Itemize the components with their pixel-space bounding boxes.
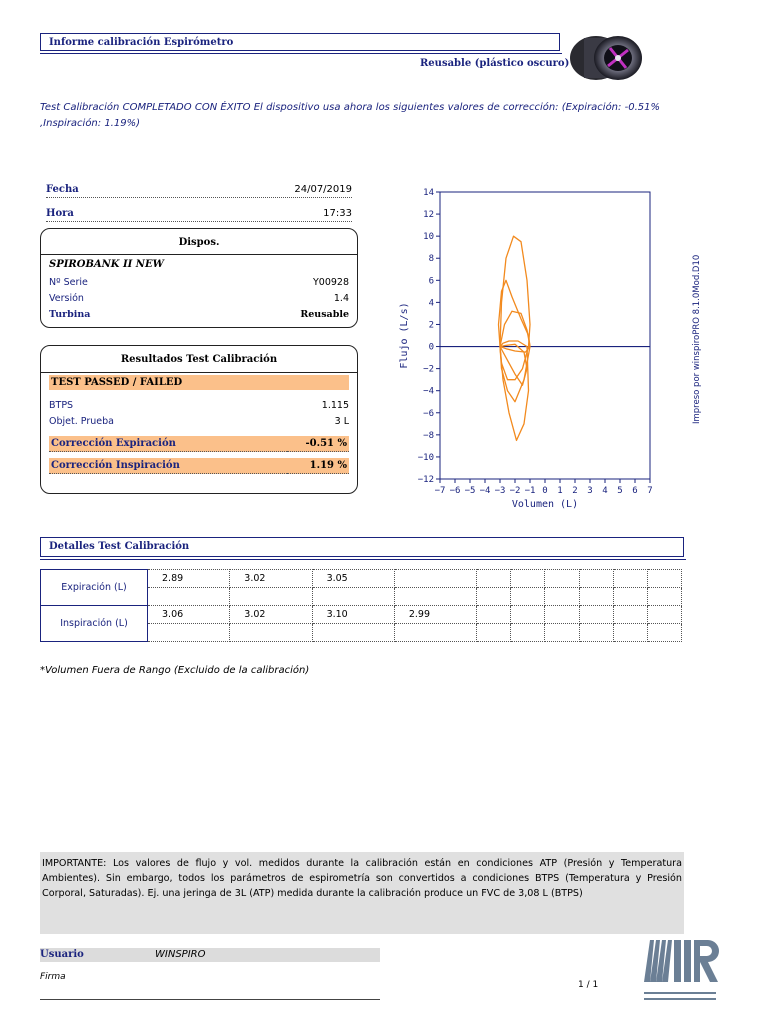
time-label: Hora — [46, 208, 74, 219]
x-tick-label: 0 — [542, 486, 548, 496]
flow-volume-chart — [395, 182, 665, 517]
device-model: SPIROBANK II NEW — [49, 259, 164, 270]
btps-value: 1.115 — [321, 400, 349, 411]
table-cell — [545, 570, 579, 588]
table-cell: 3.05 — [312, 570, 394, 588]
y-tick-label: 6 — [428, 276, 434, 287]
table-cell — [477, 606, 511, 624]
turbine-value: Reusable — [300, 309, 349, 320]
calibration-message: Test Calibración COMPLETADO CON ÉXITO El dispositivo usa ahora los siguientes valores de corrección: (Expiración: -0.51% ,Inspiración: 1.19%) — [40, 102, 660, 129]
x-tick-label: −5 — [464, 486, 476, 496]
table-cell — [579, 606, 613, 624]
turbine-row — [49, 307, 349, 323]
table-cell — [511, 588, 545, 606]
version-value: 1.4 — [333, 293, 349, 304]
table-row-label: Inspiración (L) — [41, 606, 148, 642]
y-tick-label: −4 — [423, 386, 434, 397]
table-cell — [545, 624, 579, 642]
page-number: 1 / 1 — [578, 980, 599, 990]
table-cell: 3.06 — [148, 606, 230, 624]
y-tick-label: 4 — [428, 298, 434, 309]
turbine-image — [566, 26, 646, 86]
table-cell — [511, 606, 545, 624]
date-value: 24/07/2019 — [294, 184, 352, 195]
y-tick-label: 2 — [428, 320, 434, 331]
table-cell: 3.02 — [230, 606, 312, 624]
table-cell — [394, 624, 476, 642]
version-label: Versión — [49, 293, 84, 304]
table-cell — [647, 624, 681, 642]
y-tick-label: −6 — [423, 408, 434, 419]
x-tick-label: 3 — [587, 486, 593, 496]
time-row — [46, 207, 352, 222]
results-panel — [40, 345, 358, 494]
serial-row — [49, 275, 349, 291]
details-underline — [40, 559, 686, 560]
mir-logo — [640, 938, 720, 1008]
device-panel — [40, 228, 358, 328]
target-row — [49, 414, 349, 430]
date-row — [46, 183, 352, 198]
date-time-block — [46, 183, 352, 222]
y-tick-label: 10 — [423, 232, 434, 243]
table-cell — [511, 570, 545, 588]
table-cell — [148, 588, 230, 606]
btps-label: BTPS — [49, 400, 74, 411]
y-tick-label: −8 — [423, 430, 434, 441]
title-underline — [40, 53, 562, 54]
x-axis-label: Volumen (L) — [511, 499, 579, 510]
out-of-range-note: *Volumen Fuera de Rango (Excluido de la calibración) — [40, 665, 310, 676]
time-value: 17:33 — [323, 208, 352, 219]
table-cell — [613, 624, 647, 642]
table-cell — [394, 588, 476, 606]
table-cell — [545, 606, 579, 624]
y-tick-label: −2 — [423, 364, 434, 375]
table-cell — [511, 624, 545, 642]
x-tick-label: −4 — [479, 486, 491, 496]
serial-value: Y00928 — [312, 277, 349, 288]
table-cell — [647, 588, 681, 606]
version-row — [49, 291, 349, 307]
test-status: TEST PASSED / FAILED — [49, 375, 349, 390]
table-row-label: Expiración (L) — [41, 570, 148, 606]
plot-area-frame — [440, 192, 650, 479]
exp-correction-label: Corrección Expiración — [49, 436, 291, 452]
signature-line — [40, 999, 380, 1000]
y-tick-label: 12 — [423, 210, 434, 221]
table-cell — [579, 624, 613, 642]
printed-by-text: Impreso por winspiroPRO 8.1.0Mod.D10 — [692, 254, 702, 424]
table-cell — [230, 624, 312, 642]
x-tick-label: 2 — [572, 486, 578, 496]
table-cell — [477, 588, 511, 606]
table-cell — [545, 588, 579, 606]
user-bar — [40, 948, 380, 962]
table-cell: 3.02 — [230, 570, 312, 588]
table-cell — [312, 588, 394, 606]
turbine-label: Turbina — [49, 309, 91, 320]
table-cell — [148, 624, 230, 642]
table-cell — [230, 588, 312, 606]
y-tick-label: −12 — [417, 475, 434, 485]
x-tick-label: 1 — [557, 486, 563, 496]
table-cell — [613, 570, 647, 588]
table-cell: 2.99 — [394, 606, 476, 624]
y-tick-label: 0 — [428, 342, 434, 353]
insp-correction-label: Corrección Inspiración — [49, 458, 291, 474]
important-notice: IMPORTANTE: Los valores de flujo y vol. medidos durante la calibración están en condiciones ATP (Presión y Temperatura Ambientes). Sin embargo, todos los parámetros de espirometría son convertidos a condiciones BTPS (Temperatura y Presión Corporal, Saturadas). Ej. una jeringa de 3L (ATP) medida durante la calibración produce un FVC de 3,08 L (BTPS) — [40, 852, 684, 934]
x-tick-label: −7 — [434, 486, 446, 496]
reusable-label: Reusable (plástico oscuro) — [420, 58, 570, 69]
table-cell — [579, 588, 613, 606]
table-cell: 2.89 — [148, 570, 230, 588]
report-title: Informe calibración Espirómetro — [40, 33, 560, 51]
insp-correction-value: 1.19 % — [287, 458, 349, 474]
serial-label: Nº Serie — [49, 277, 88, 288]
x-tick-label: −2 — [509, 486, 521, 496]
y-axis-label: Flujo (L/s) — [399, 302, 410, 369]
table-cell — [647, 570, 681, 588]
y-tick-label: −10 — [417, 452, 434, 463]
table-row — [41, 570, 682, 588]
x-tick-label: −1 — [524, 486, 536, 496]
device-panel-header: Dispos. — [178, 237, 220, 248]
table-cell — [613, 588, 647, 606]
table-cell — [394, 570, 476, 588]
table-cell — [477, 624, 511, 642]
date-label: Fecha — [46, 184, 79, 195]
y-tick-label: 8 — [428, 254, 434, 265]
x-tick-label: 6 — [632, 486, 638, 496]
y-tick-label: 14 — [423, 188, 434, 198]
x-tick-label: 7 — [647, 486, 653, 496]
table-cell — [579, 570, 613, 588]
insp-correction-row — [49, 458, 349, 474]
calibration-details-table — [40, 569, 682, 642]
x-tick-label: −3 — [494, 486, 506, 496]
x-tick-label: −6 — [449, 486, 461, 496]
table-row — [41, 606, 682, 624]
table-cell — [312, 624, 394, 642]
target-label: Objet. Prueba — [49, 416, 114, 427]
table-cell — [477, 570, 511, 588]
target-value: 3 L — [334, 416, 349, 427]
btps-row — [49, 398, 349, 414]
table-cell — [613, 606, 647, 624]
x-tick-label: 4 — [602, 486, 608, 496]
user-value: WINSPIRO — [155, 949, 206, 960]
results-panel-header: Resultados Test Calibración — [120, 354, 278, 365]
table-cell — [647, 606, 681, 624]
exp-correction-value: -0.51 % — [287, 436, 349, 452]
x-tick-label: 5 — [617, 486, 623, 496]
details-header: Detalles Test Calibración — [40, 537, 684, 557]
exp-correction-row — [49, 436, 349, 452]
table-cell: 3.10 — [312, 606, 394, 624]
user-label: Usuario — [40, 949, 84, 960]
signature-label: Firma — [40, 972, 66, 982]
